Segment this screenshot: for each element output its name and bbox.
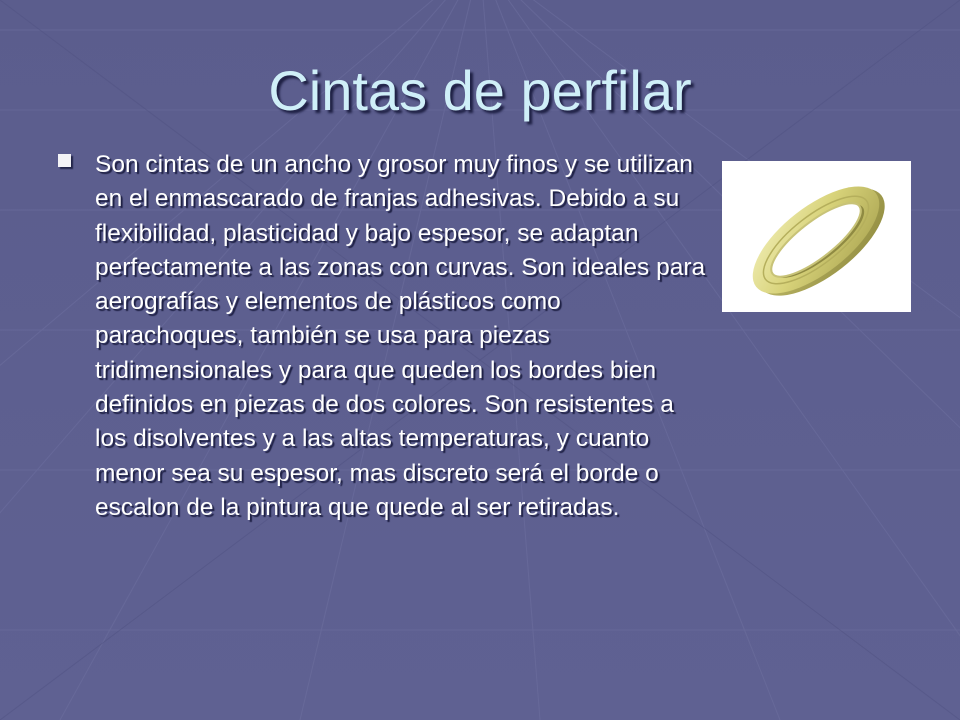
tape-roll-icon: [722, 161, 911, 312]
square-bullet-icon: [58, 154, 71, 167]
slide-title: Cintas de perfilar: [268, 59, 692, 122]
bullet-item: [58, 148, 708, 525]
bullet-text: Son cintas de un ancho y grosor muy finos y se utilizan en el enmascarado de franjas adhesivas. Debido a su flexibilidad, plasticidad y bajo espesor, se adaptan perfectamente a las zonas con curvas. Son ideales para aerografías y elementos de plásticos como parachoques, también se usa para piezas tridimensionales y para que queden los bordes bien definidos en piezas de dos colores. Son resistentes a los disolventes y a las altas temperaturas, y cuanto menor sea su espesor, mas discreto será el borde o escalon de la pintura que quede al ser retiradas.: [95, 151, 706, 521]
tape-roll-image: [722, 161, 911, 312]
